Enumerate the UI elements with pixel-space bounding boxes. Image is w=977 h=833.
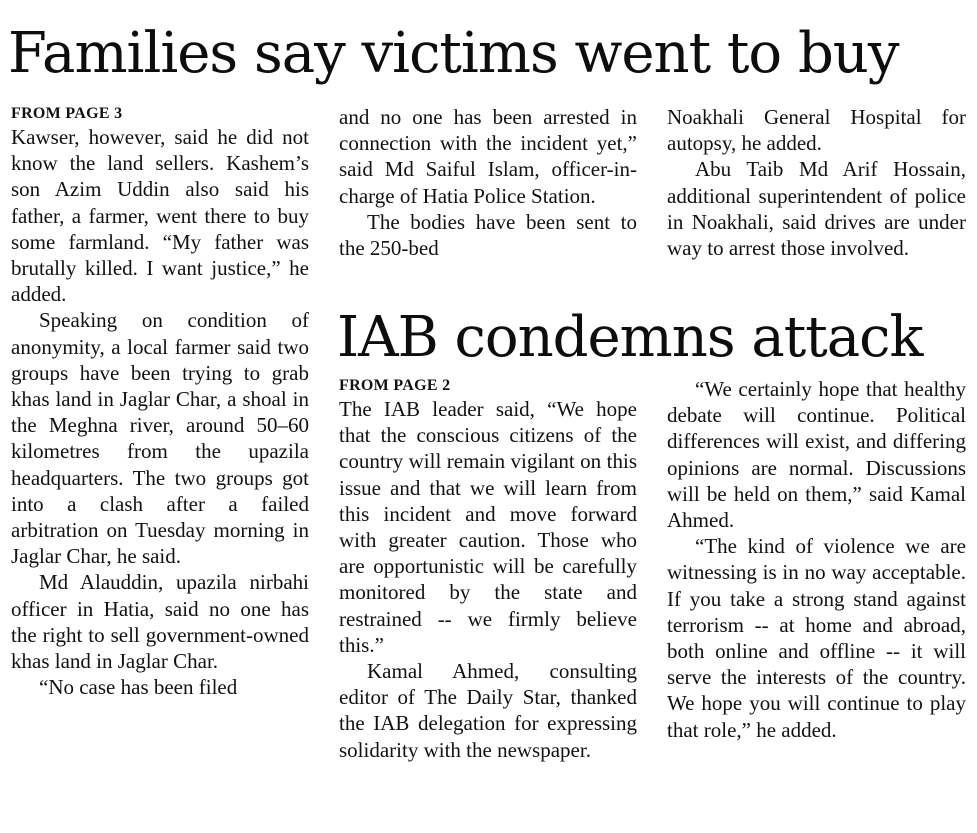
paragraph: Kawser, however, said he did not know the land sellers. Kashem’s son Azim Uddin also said his father, a farmer, went there to buy some farmland. “My father was brutally killed. I want justice,” he added. <box>11 125 309 307</box>
story1-column-2 <box>339 104 637 261</box>
paragraph: Speaking on condition of anonymity, a local farmer said two groups have been trying to grab khas land in Jaglar Char, a shoal in the Meghna river, around 50–60 kilometres from the upazila headquarters. The two groups got into a clash after a failed arbitration on Tuesday morning in Jaglar Char, he said. <box>11 308 309 569</box>
paragraph: The bodies have been sent to the 250-bed <box>339 209 637 261</box>
paragraph: Kamal Ahmed, consulting editor of The Daily Star, thanked the IAB delegation for expressing solidarity with the newspaper. <box>339 659 637 762</box>
story1-column-1 <box>11 104 309 700</box>
headline-families: Families say victims went to buy <box>8 21 899 86</box>
headline-iab: IAB condemns attack <box>337 305 923 370</box>
paragraph: Abu Taib Md Arif Hossain, additional superintendent of police in Noakhali, said drives are under way to arrest those involved. <box>667 157 966 261</box>
story1-kicker: FROM PAGE 3 <box>11 105 123 122</box>
paragraph: “No case has been filed <box>39 675 238 700</box>
paragraph: “We certainly hope that healthy debate will continue. Political differences will exist, and differing opinions are normal. Discussions will be held on them,” said Kamal Ahmed. <box>667 377 966 533</box>
paragraph: Noakhali General Hospital for autopsy, he added. <box>667 105 966 156</box>
story2-column-2 <box>667 376 966 743</box>
story2-kicker: FROM PAGE 2 <box>339 377 451 394</box>
paragraph: The IAB leader said, “We hope that the conscious citizens of the country will remain vigilant on this issue and that we will learn from this incident and move forward with greater caution. Those who are opportunistic will be carefully monitored by the state and restrained -- we firmly believe this.” <box>339 397 637 657</box>
paragraph: “The kind of violence we are witnessing is in no way acceptable. If you take a strong stand against terrorism -- at home and abroad, both online and offline -- it will serve the interests of the country. We hope you will continue to play that role,” he added. <box>667 534 966 742</box>
story2-column-1 <box>339 376 637 763</box>
paragraph: and no one has been arrested in connection with the incident yet,” said Md Saiful Islam, officer-in-charge of Hatia Police Station. <box>339 105 637 208</box>
story1-column-3 <box>667 104 966 261</box>
paragraph: Md Alauddin, upazila nirbahi officer in Hatia, said no one has the right to sell government-owned khas land in Jaglar Char. <box>11 570 309 674</box>
